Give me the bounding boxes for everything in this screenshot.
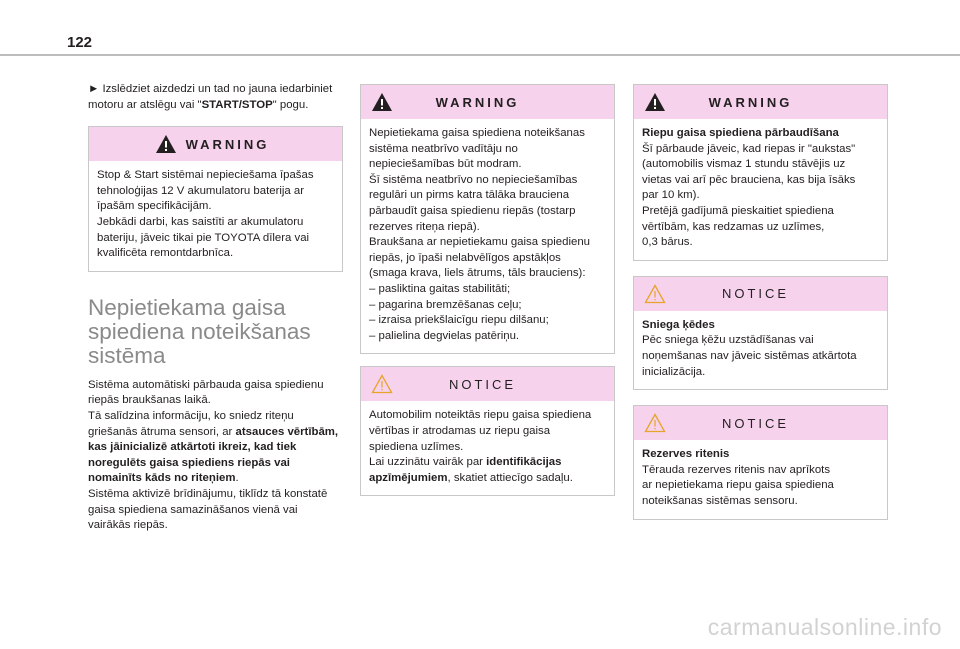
identification-markings-ref: identifikācijas apzīmējumiem <box>369 456 562 484</box>
column-3 <box>633 84 888 520</box>
section-heading: Nepietiekama gaisa spiediena noteikšanas sistēma <box>88 294 311 368</box>
notice-header <box>361 367 614 401</box>
warning-box-pressure-check <box>633 84 888 261</box>
watermark: carmanualsonline.info <box>707 614 942 640</box>
paragraph-2: Tā salīdzina informāciju, ko sniedz riteņu griešanās ātruma sensori, ar atsauces vērtībām, kas jāinicializē atkārtoti ikreiz, kad tiek noregulēts gaisa spiediens riepās vai nomainīts kāds no riteņiem. <box>88 409 339 485</box>
warning-box-tpms <box>360 84 615 354</box>
notice-body: Sniega ķēdes Pēc sniega ķēžu uzstādīšanas vai noņemšanas nav jāveic sistēmas atkārtota inicializācija. <box>634 311 887 389</box>
warning-box-battery <box>88 126 343 272</box>
notice-title: NOTICE <box>448 376 517 392</box>
warning-triangle-icon <box>644 92 666 112</box>
column-2 <box>360 84 615 496</box>
page-number: 122 <box>67 34 93 51</box>
notice-box-spare-wheel <box>633 405 888 519</box>
notice-subtitle: Rezerves ritenis <box>642 448 730 461</box>
warning-header <box>361 85 614 119</box>
warning-header <box>634 85 887 119</box>
warning-body: Stop & Start sistēmai nepieciešama īpašas tehnoloģijas 12 V akumulatoru baterija ar īpašām specifikācijām. Jebkādi darbi, kas saistīti ar akumulatoru bateriju, jāveic tikai pie TOYOTA dīlera vai kvalificēta remontdarbnīca. <box>97 169 314 260</box>
start-stop-label: START/STOP <box>201 98 273 111</box>
notice-box-pressure-label <box>360 366 615 496</box>
notice-header <box>634 406 887 440</box>
notice-header <box>634 277 887 311</box>
warning-body: Riepu gaisa spiediena pārbaudīšana Šī pārbaude jāveic, kad riepas ir "aukstas" (automobilis vismaz 1 stundu stāvējis uz vietas vai arī pēc brauciena, kas bija īsāks par 10 km). Pretējā gadījumā pieskaitiet spiediena vērtībām, kas redzamas uz uzlīmes, 0,3 bārus. <box>634 119 887 260</box>
bullet-arrow: ► <box>88 83 100 95</box>
header-divider <box>0 54 960 56</box>
notice-triangle-icon <box>371 374 393 394</box>
notice-triangle-icon <box>644 284 666 304</box>
intro-paragraph: ► Izslēdziet aizdedzi un tad no jauna iedarbiniet motoru ar atslēgu vai "START/STOP" pogu. <box>88 83 333 111</box>
warning-title: WARNING <box>708 94 793 110</box>
notice-title: NOTICE <box>721 415 790 431</box>
notice-body: Automobilim noteiktās riepu gaisa spiediena vērtības ir atrodamas uz riepu gaisa spiediena uzlīmes. Lai uzzinātu vairāk par identifikācijas apzīmējumiem, skatiet attiecīgo sadaļu. <box>369 409 592 484</box>
paragraph-1: Sistēma automātiski pārbauda gaisa spiedienu riepās braukšanas laikā. <box>88 378 324 407</box>
notice-title: NOTICE <box>721 286 790 302</box>
warning-subtitle: Riepu gaisa spiediena pārbaudīšana <box>642 127 839 139</box>
warning-triangle-icon <box>155 134 177 154</box>
notice-box-snow-chains <box>633 276 888 390</box>
notice-subtitle: Sniega ķēdes <box>642 318 715 331</box>
notice-body: Rezerves ritenis Tērauda rezerves ritenis nav aprīkots ar nepietiekama riepu gaisa spiediena noteikšanas sistēmas sensoru. <box>634 440 887 518</box>
warning-body: Nepietiekama gaisa spiediena noteikšanas sistēma neatbrīvo vadītāju no nepieciešamības būt modram. Šī sistēma neatbrīvo no nepieciešamības regulāri un pirms katra tālāka brauciena pārbaudīt gaisa spiedienu riepās (tostarp rezerves riteņa riepā). Braukšana ar nepietiekamu gaisa spiedienu riepās, jo īpaši nelabvēlīgos apstākļos (smaga krava, liels ātrums, tāls brauciens): – pasliktina gaitas stabilitāti; – pagarina bremzēšanas ceļu; – izraisa priekšlaicīgu riepu dilšanu; – palielina degvielas patēriņu. <box>369 127 590 342</box>
warning-title: WARNING <box>185 136 270 152</box>
paragraph-3: Sistēma aktivizē brīdinājumu, tiklīdz tā konstatē gaisa spiediena samazināšanos vienā vai vairākās riepās. <box>88 487 328 532</box>
warning-title: WARNING <box>435 94 520 110</box>
column-1 <box>88 82 343 534</box>
warning-triangle-icon <box>371 92 393 112</box>
warning-header <box>89 127 342 161</box>
notice-triangle-icon <box>644 413 666 433</box>
